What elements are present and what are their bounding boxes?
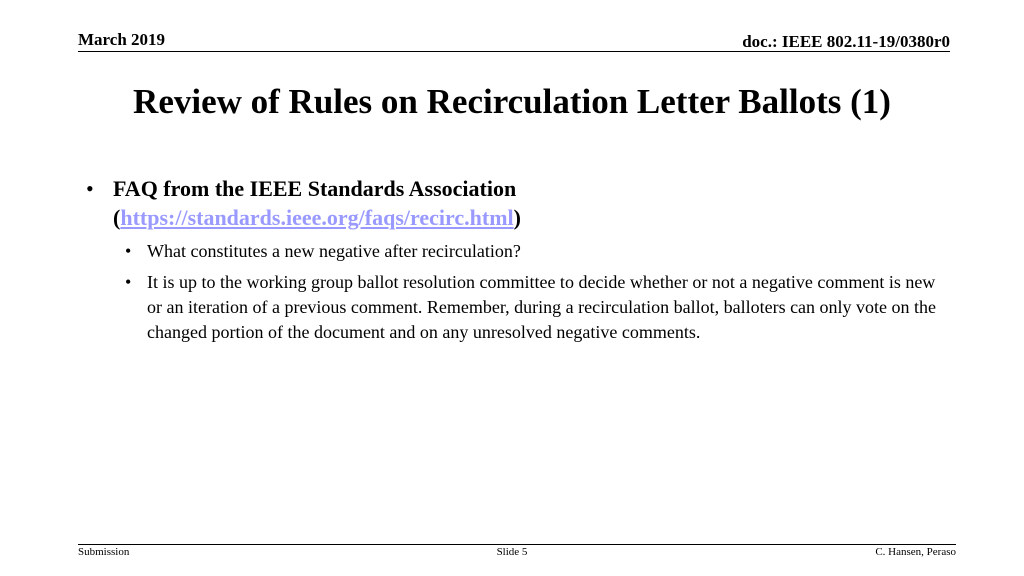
faq-link[interactable]: https://standards.ieee.org/faqs/recirc.html: [120, 205, 514, 230]
bullet-glyph: •: [125, 272, 132, 292]
footer-submission: Submission: [78, 546, 130, 558]
bullet-faq: [86, 174, 953, 232]
slide-title: Review of Rules on Recirculation Letter Ballots (1): [133, 82, 891, 121]
sub-bullet-question-text: What constitutes a new negative after recirculation?: [147, 241, 521, 261]
footer-slide-number: Slide 5: [496, 546, 528, 558]
sub-bullet-answer-text: It is up to the working group ballot resolution committee to decide whether or not a negative comment is new or an iteration of a previous comment. Remember, during a recirculation ballot, balloters can only vote on the changed portion of the document and on any unresolved negative comments.: [147, 272, 937, 342]
link-open-paren: (: [113, 205, 121, 230]
link-close-paren: ): [513, 205, 521, 230]
sub-bullet-answer: [125, 270, 947, 345]
header-divider: [78, 51, 950, 52]
bullet-glyph: •: [125, 241, 132, 261]
header-doc-id: doc.: IEEE 802.11-19/0380r0: [742, 32, 950, 51]
sub-bullet-question: [125, 239, 947, 264]
footer-authors: C. Hansen, Peraso: [875, 546, 956, 558]
bullet-glyph: •: [86, 176, 94, 201]
footer-divider: [78, 544, 956, 545]
bullet-faq-text: FAQ from the IEEE Standards Association: [113, 176, 517, 201]
header-date: March 2019: [78, 30, 166, 49]
